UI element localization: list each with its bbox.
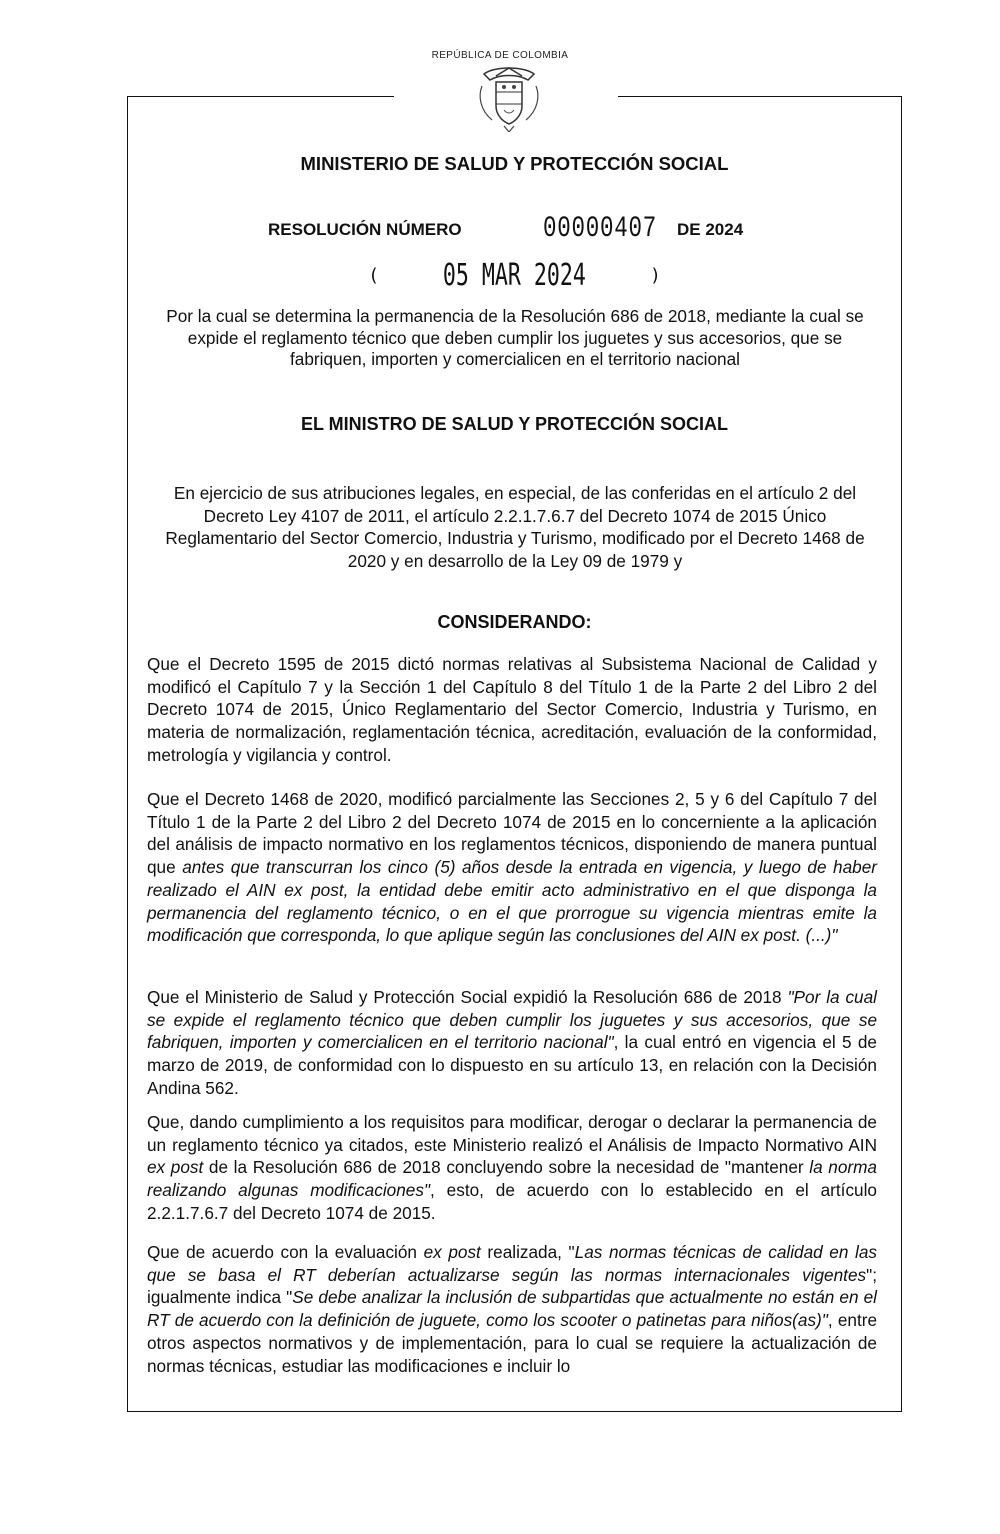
paragraph-4-text-c: , esto, de acuerdo con lo establecido en el artículo 2.2.1.7.6.7 del Decreto 1074 de 2015.: [147, 1180, 877, 1223]
paragraph-5-text-c: "; igualmente indica ": [147, 1264, 877, 1308]
paragraph-3-text-a: Que el Ministerio de Salud y Protección Social expidió la Resolución 686 de 2018: [147, 987, 788, 1007]
date-open-paren: (: [368, 265, 380, 286]
paragraph-5-text-d: , entre otros aspectos normativos y de implementación, para lo cual se requiere la actualización de normas técnicas, estudiar las modificaciones e incluir lo: [147, 1310, 877, 1376]
paragraph-3-quote: "Por la cual se expide el reglamento técnico que deben cumplir los juguetes y sus accesorios, que se fabriquen, importen y comercialicen en el territorio nacional": [147, 987, 877, 1053]
resolution-number: 00000407: [543, 212, 658, 246]
ministry-heading: MINISTERIO DE SALUD Y PROTECCIÓN SOCIAL: [300, 153, 729, 174]
resolution-title-paragraph: Por la cual se determina la permanencia de la Resolución 686 de 2018, mediante la cual se expide el reglamento técnico que deben cumplir los juguetes y sus accesorios, que se fabriquen, importen y comercialicen en el territorio nacional: [166, 306, 864, 370]
colombia-coat-of-arms-icon: [474, 66, 544, 132]
paragraph-4-text-b: de la Resolución 686 de 2018 concluyendo sobre la necesidad de "mantener: [203, 1157, 810, 1178]
paragraph-4-text-a: Que, dando cumplimiento a los requisitos para modificar, derogar o declarar la permanencia de un reglamento técnico ya citados, este Ministerio realizó el Análisis de Impacto Normativo AIN: [147, 1112, 877, 1155]
considerando-paragraph-4: [147, 1111, 877, 1225]
minister-heading: EL MINISTRO DE SALUD Y PROTECCIÓN SOCIAL: [300, 414, 729, 434]
frame-top-right-border: [618, 96, 902, 97]
attributions-paragraph: En ejercicio de sus atribuciones legales, en especial, de las conferidas en el artículo 2 del Decreto Ley 4107 de 2011, el artículo 2.2.1.7.6.7 del Decreto 1074 de 2015 Único Reglamentario del Sector Comercio, Industria y Turismo, modificado por el Decreto 1468 de 2020 y en desarrollo de la Ley 09 de 1979 y: [165, 483, 865, 571]
considerando-paragraph-1: Que el Decreto 1595 de 2015 dictó normas relativas al Subsistema Nacional de Calidad y modificó el Capítulo 7 y la Sección 1 del Capítulo 8 del Título 1 de la Parte 2 del Libro 2 del Decreto 1074 de 2015, Único Reglamentario del Sector Comercio, Industria y Turismo, en materia de normalización, reglamentación técnica, acreditación, evaluación de la conformidad, metrología y vigilancia y control.: [147, 654, 877, 765]
date-stamp: 05 MAR 2024: [442, 258, 587, 293]
paragraph-3-text-b: , la cual entró en vigencia el 5 de marzo de 2019, de conformidad con lo dispuesto en su artículo 13, en relación con la Decisión Andina 562.: [147, 1032, 877, 1098]
frame-bottom-border: [127, 1411, 902, 1412]
paragraph-5-italic-c: Se debe analizar la inclusión de subpartidas que actualmente no están en el RT de acuerdo con la definición de juguete, como los scooter o patinetas para niños(as)": [147, 1287, 877, 1331]
date-close-paren: ): [649, 265, 661, 286]
republica-header: REPÚBLICA DE COLOMBIA: [431, 50, 569, 61]
frame-left-border: [127, 96, 128, 1412]
paragraph-4-italic-a: ex post: [147, 1157, 204, 1178]
resolution-year: DE 2024: [677, 220, 744, 239]
paragraph-4-italic-b: la norma realizando algunas modificaciones": [147, 1157, 877, 1201]
paragraph-2-text: Que el Decreto 1468 de 2020, modificó parcialmente las Secciones 2, 5 y 6 del Capítulo 7 del Título 1 de la Parte 2 del Libro 2 del Decreto 1074 de 2015 en lo concerniente a la aplicación del análisis de impacto normativo en los reglamentos técnicos, disponiendo de manera puntual que: [147, 789, 877, 878]
paragraph-5-italic-b: Las normas técnicas de calidad en las que se basa el RT deberían actualizarse según las normas internacionales vigentes: [147, 1242, 877, 1285]
paragraph-5-text-b: realizada, ": [480, 1242, 575, 1262]
frame-right-border: [901, 96, 902, 1412]
frame-top-left-border: [127, 96, 394, 97]
paragraph-5-italic-a: ex post: [423, 1242, 481, 1262]
resolution-date: [127, 258, 902, 293]
resolution-label: RESOLUCIÓN NÚMERO: [268, 220, 462, 239]
considerando-heading: CONSIDERANDO:: [437, 612, 592, 632]
considerando-paragraph-2: [147, 788, 877, 947]
considerando-paragraph-3: [147, 986, 877, 1100]
paragraph-5-text-a: Que de acuerdo con la evaluación: [147, 1242, 424, 1262]
paragraph-2-quote: antes que transcurran los cinco (5) años desde la entrada en vigencia, y luego de haber realizado el AIN ex post, la entidad debe emitir acto administrativo en el que disponga la permanencia del reglamento técnico, o en el que prorrogue su vigencia mientras emite la modificación que corresponda, lo que aplique según las conclusiones del AIN ex post. (...)": [147, 857, 878, 946]
considerando-paragraph-5: [147, 1241, 877, 1377]
